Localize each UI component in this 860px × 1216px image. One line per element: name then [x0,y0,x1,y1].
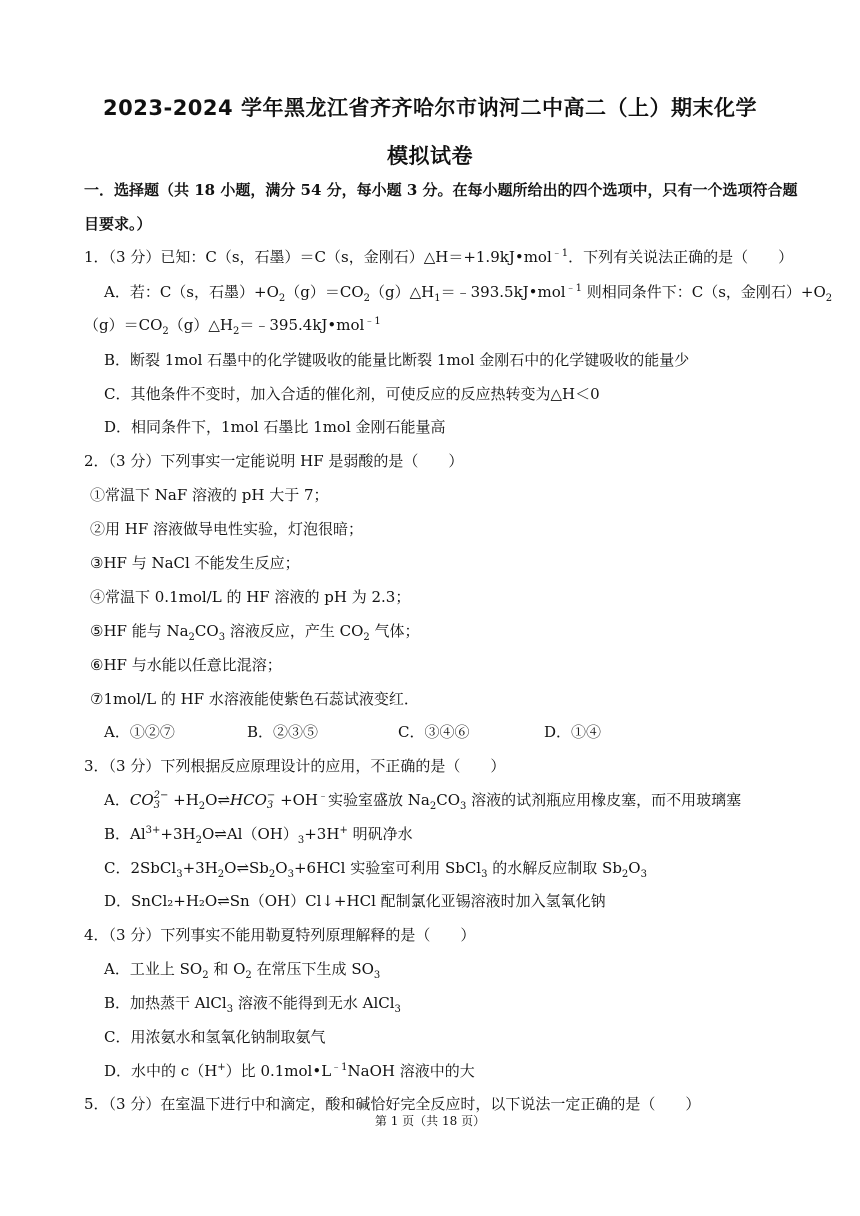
q4-option-c: C．用浓氨水和氢氧化钠制取氨气 [104,1028,326,1046]
document-title-line2: 模拟试卷 [387,144,473,168]
q2-statement-1: ①常温下 NaF 溶液的 pH 大于 7； [90,486,329,504]
q3-option-d: D．SnCl₂+H₂O⇌Sn（OH）Cl↓+HCl 配制氯化亚锡溶液时加入氢氧化钠 [104,892,606,910]
q2-option-b: B．②③⑤ [247,723,319,741]
q1-stem: 1．（3 分）已知：C（s，石墨）＝C（s，金刚石）△H＝+1.9kJ•mol$^{﹣1}$．下列有关说法正确的是（ ） [84,248,794,266]
q5-stem: 5．（3 分）在室温下进行中和滴定，酸和碱恰好完全反应时，以下说法一定正确的是（ ） [84,1095,701,1113]
q1-option-c: C．其他条件不变时，加入合适的催化剂，可使反应的反应热转变为△H＜0 [104,385,600,403]
section-heading: 一．选择题（共 18 小题，满分 54 分，每小题 3 分。在每小题所给出的四个选项中，只有一个选项符合题 [84,181,798,199]
page-footer: 第 1 页（共 18 页） [374,1114,486,1128]
q4-option-d: D．水中的 c（H+）比 $0.1mol•L^{﹣1}NaOH$ 溶液中的大 [104,1062,475,1080]
q3-option-c: C．$2SbCl_3+3H_2O\rightleftharpoons Sb_2O_3+6HCl$ 实验室可利用 SbCl$_3$ 的水解反应制取 $Sb_2O_3$ [104,859,647,880]
q2-statement-6: ⑥HF 与水能以任意比混溶； [90,656,282,674]
q2-statement-2: ②用 HF 溶液做导电性实验，灯泡很暗； [90,520,364,538]
q3-option-a: A．CO 2− 3 $+H_2O\rightleftharpoons HCO$ − 3 +OH﹣实验室盛放 $Na_2CO_3$ 溶液的试剂瓶应用橡皮塞，而不用玻璃塞 [104,790,742,812]
document-title-line1: 2023-2024 学年黑龙江省齐齐哈尔市讷河二中高二（上）期末化学 [103,96,757,120]
q3-stem: 3．（3 分）下列根据反应原理设计的应用，不正确的是（ ） [84,757,506,775]
carbonate-ion-formula: CO 2− 3 [129,790,169,811]
q2-statement-5: ⑤HF 能与 $Na_2CO_3$ 溶液反应，产生 $CO_2$ 气体； [90,622,420,643]
q4-option-a: A．工业上 $SO_2$ 和 $O_2$ 在常压下生成 $SO_3$ [104,960,381,981]
q4-stem: 4．（3 分）下列事实不能用勒夏特列原理解释的是（ ） [84,926,476,944]
q2-option-c: C．③④⑥ [398,723,470,741]
q1-option-a: A．若：C（s，石墨）$+O_2(g)=CO_2(g)\triangle H_1=﹣393.5kJ•mol^{﹣1}$ 则相同条件下：C（s，金刚石）$+O_2$ [104,283,833,304]
q4-option-b: B．加热蒸干 AlCl$_3$ 溶液不能得到无水 AlCl$_3$ [104,994,401,1015]
q2-statement-7: ⑦1mol/L 的 HF 水溶液能使紫色石蕊试液变红． [90,690,419,708]
bicarbonate-ion-formula: HCO − 3 [230,790,276,811]
q3-option-b: B．$Al^{3+}+3H_2O\rightleftharpoons Al(OH)_3+3H^+$ 明矾净水 [104,825,413,846]
section-heading-cont: 目要求。） [84,215,152,233]
q2-option-a: A．①②⑦ [104,723,175,741]
q2-stem: 2．（3 分）下列事实一定能说明 HF 是弱酸的是（ ） [84,452,464,470]
q1-option-b: B．断裂 1mol 石墨中的化学键吸收的能量比断裂 1mol 金刚石中的化学键吸收的能量少 [104,351,690,369]
q2-option-d: D．①④ [544,723,602,741]
q1-option-a-cont: $(g)=CO_2(g)\triangle H_2=﹣395.4kJ•mol^{﹣1}$ [84,316,381,337]
q2-statement-4: ④常温下 0.1mol/L 的 HF 溶液的 pH 为 2.3； [90,588,411,606]
q2-statement-3: ③HF 与 NaCl 不能发生反应； [90,554,300,572]
q1-option-d: D．相同条件下，1mol 石墨比 1mol 金刚石能量高 [104,418,446,436]
